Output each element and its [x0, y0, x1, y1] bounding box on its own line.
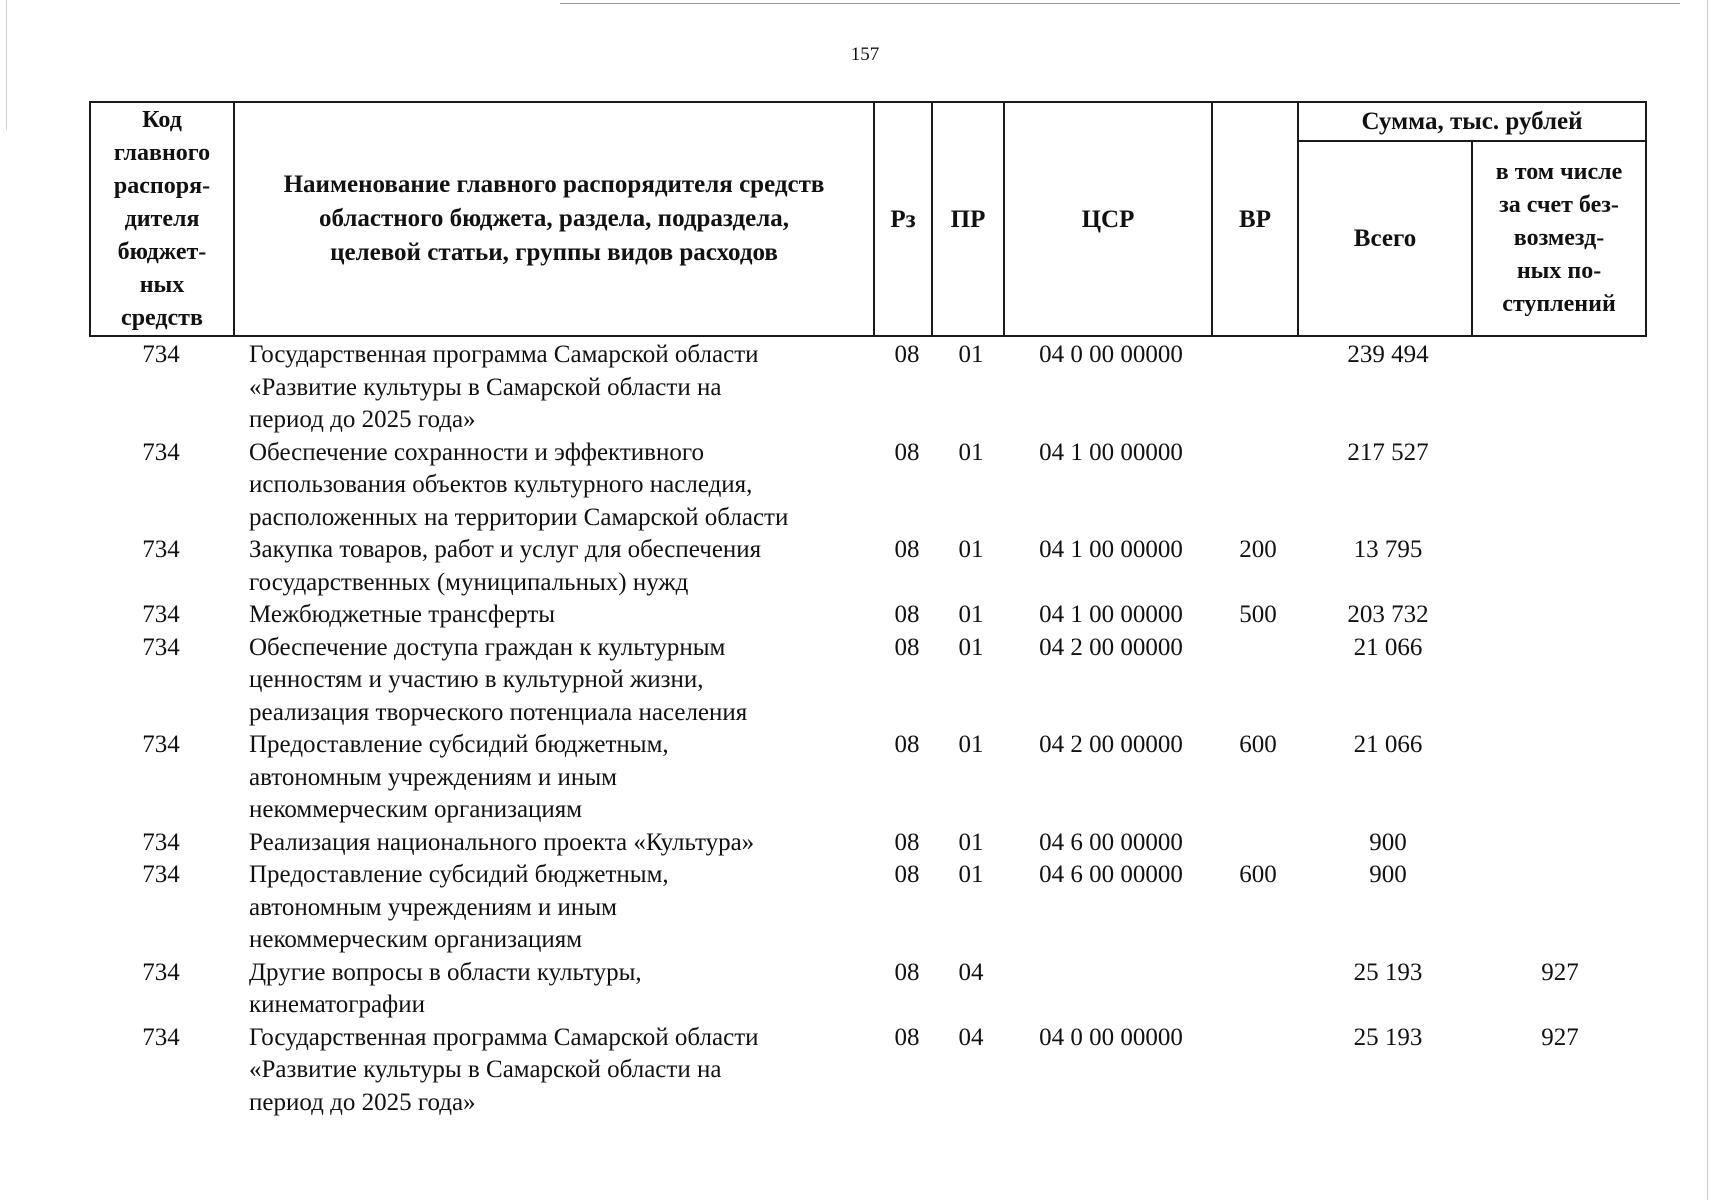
header-line: главного [113, 139, 211, 166]
table-row [89, 632, 1645, 730]
row-rz: 08 [894, 731, 920, 758]
row-total: 25 193 [1353, 958, 1423, 986]
table-row [89, 729, 1645, 827]
table-row [89, 859, 1645, 957]
table-row [89, 827, 1645, 860]
row-code: 734 [142, 1023, 180, 1051]
row-csr: 04 2 00 00000 [1039, 731, 1183, 758]
row-code: 734 [142, 536, 180, 563]
row-name-line: Межбюджетные трансферты [249, 601, 556, 628]
row-name-line: Закупка товаров, работ и услуг для обеспечения [249, 536, 762, 563]
row-name-line: период до 2025 года» [249, 1088, 476, 1116]
row-pr: 04 [958, 958, 984, 986]
row-name [233, 534, 879, 599]
table-row [89, 437, 1645, 535]
header-free-lines [1477, 156, 1641, 321]
row-rz: 08 [894, 1023, 920, 1051]
row-csr: 04 2 00 00000 [1039, 633, 1183, 661]
header-line: ступлений [1502, 291, 1616, 317]
row-rz: 08 [894, 828, 920, 856]
header-rz: Рз [874, 102, 932, 336]
scan-edge-right [1707, 0, 1708, 1200]
row-code: 734 [142, 731, 180, 758]
row-name-line: автономным учреждениям и иным [249, 893, 617, 921]
table-row [89, 957, 1645, 1022]
row-code: 734 [142, 828, 180, 856]
header-line: возмезд- [1513, 225, 1605, 251]
row-pr: 01 [958, 341, 984, 368]
row-csr: 04 0 00 00000 [1039, 1023, 1183, 1051]
row-name-line: расположенных на территории Самарской области [249, 503, 789, 531]
row-total: 21 066 [1353, 731, 1423, 758]
table-row [89, 599, 1645, 632]
row-csr: 04 1 00 00000 [1039, 536, 1183, 563]
header-line: средств [121, 304, 203, 331]
row-name-line: период до 2025 года» [249, 406, 476, 433]
header-line: целевой статьи, группы видов расходов [330, 239, 778, 266]
row-total: 900 [1369, 828, 1407, 856]
row-name-line: «Развитие культуры в Самарской области на [249, 373, 722, 401]
row-name-line: Обеспечение доступа граждан к культурным [249, 633, 726, 661]
header-csr: ЦСР [1004, 102, 1212, 336]
row-name [233, 1022, 879, 1120]
row-total: 13 795 [1353, 536, 1423, 563]
row-rz: 08 [894, 438, 920, 466]
scan-edge-top [560, 3, 1680, 4]
row-vr: 500 [1239, 601, 1277, 628]
page-number: 157 [850, 44, 880, 65]
table-header [89, 101, 1647, 337]
row-total: 21 066 [1353, 633, 1423, 661]
row-vr: 600 [1239, 731, 1277, 758]
row-name-line: государственных (муниципальных) нужд [249, 568, 689, 596]
header-line: бюджет- [117, 238, 207, 265]
table-row [89, 339, 1645, 437]
row-name-line: автономным учреждениям и иным [249, 763, 617, 791]
row-name-line: ценностям и участию в культурной жизни, [249, 666, 704, 693]
row-name [233, 827, 879, 860]
row-total: 25 193 [1353, 1023, 1423, 1051]
row-rz: 08 [894, 341, 920, 368]
header-line: Наименование главного распорядителя средств [283, 171, 825, 198]
header-vr: ВР [1212, 102, 1298, 336]
header-line: ных [139, 271, 185, 298]
row-name-line: некоммерческим организациям [249, 926, 583, 953]
row-name-line: Предоставление субсидий бюджетным, [249, 731, 669, 758]
row-code: 734 [142, 601, 180, 628]
header-name [234, 102, 874, 336]
header-line: распоря- [113, 172, 211, 199]
row-code: 734 [142, 861, 180, 888]
row-free: 927 [1541, 1023, 1579, 1051]
row-name [233, 957, 879, 1022]
row-rz: 08 [894, 601, 920, 628]
header-total: Всего [1298, 141, 1472, 336]
table-row [89, 534, 1645, 599]
row-vr: 200 [1239, 536, 1277, 563]
row-pr: 01 [958, 633, 984, 661]
row-pr: 01 [958, 536, 984, 563]
header-code-lines [95, 104, 229, 335]
header-line: областного бюджета, раздела, подраздела, [318, 205, 790, 232]
row-code: 734 [142, 958, 180, 986]
row-rz: 08 [894, 633, 920, 661]
row-total: 239 494 [1347, 341, 1429, 368]
table-row [89, 1022, 1645, 1120]
row-name-line: кинематографии [249, 991, 426, 1018]
row-rz: 08 [894, 536, 920, 563]
row-name [233, 437, 879, 535]
scan-edge-left [6, 0, 7, 130]
row-name [233, 599, 879, 632]
row-name [233, 729, 879, 827]
row-name-line: Реализация национального проекта «Культура» [249, 828, 755, 856]
row-name-line: Обеспечение сохранности и эффективного [249, 438, 704, 466]
row-csr: 04 0 00 00000 [1039, 341, 1183, 368]
header-code [90, 102, 234, 336]
row-csr: 04 6 00 00000 [1039, 828, 1183, 856]
row-code: 734 [142, 341, 180, 368]
row-name-line: использования объектов культурного наследия, [249, 471, 753, 498]
row-total: 900 [1369, 861, 1407, 888]
row-vr: 600 [1239, 861, 1277, 888]
row-pr: 01 [958, 601, 984, 628]
row-name-line: «Развитие культуры в Самарской области на [249, 1056, 722, 1083]
row-name [233, 859, 879, 957]
row-name-line: Предоставление субсидий бюджетным, [249, 861, 669, 888]
row-name [233, 339, 879, 437]
row-name-line: некоммерческим организациям [249, 796, 583, 823]
row-pr: 01 [958, 861, 984, 888]
row-rz: 08 [894, 958, 920, 986]
row-code: 734 [142, 633, 180, 661]
row-name-line: Государственная программа Самарской области [249, 1023, 759, 1051]
header-line: за счет без- [1499, 192, 1619, 218]
header-sum: Сумма, тыс. рублей [1298, 102, 1646, 141]
row-csr: 04 1 00 00000 [1039, 438, 1183, 466]
row-free: 927 [1541, 958, 1579, 986]
header-line: в том числе [1495, 159, 1623, 185]
header-name-lines [239, 168, 869, 270]
row-code: 734 [142, 438, 180, 466]
header-free [1472, 141, 1646, 336]
table-body [89, 339, 1645, 1119]
row-name [233, 632, 879, 730]
header-line: Код [142, 106, 182, 133]
row-pr: 01 [958, 828, 984, 856]
row-rz: 08 [894, 861, 920, 888]
row-name-line: Государственная программа Самарской области [249, 341, 759, 368]
header-pr: ПР [932, 102, 1004, 336]
row-name-line: Другие вопросы в области культуры, [249, 958, 642, 986]
header-line: дителя [124, 205, 200, 232]
row-name-line: реализация творческого потенциала населения [249, 698, 748, 726]
header-line: ных по- [1516, 258, 1602, 284]
row-total: 203 732 [1347, 601, 1429, 628]
row-total: 217 527 [1347, 438, 1429, 466]
row-csr: 04 6 00 00000 [1039, 861, 1183, 888]
row-csr: 04 1 00 00000 [1039, 601, 1183, 628]
row-pr: 01 [958, 731, 984, 758]
row-pr: 01 [958, 438, 984, 466]
row-pr: 04 [958, 1023, 984, 1051]
